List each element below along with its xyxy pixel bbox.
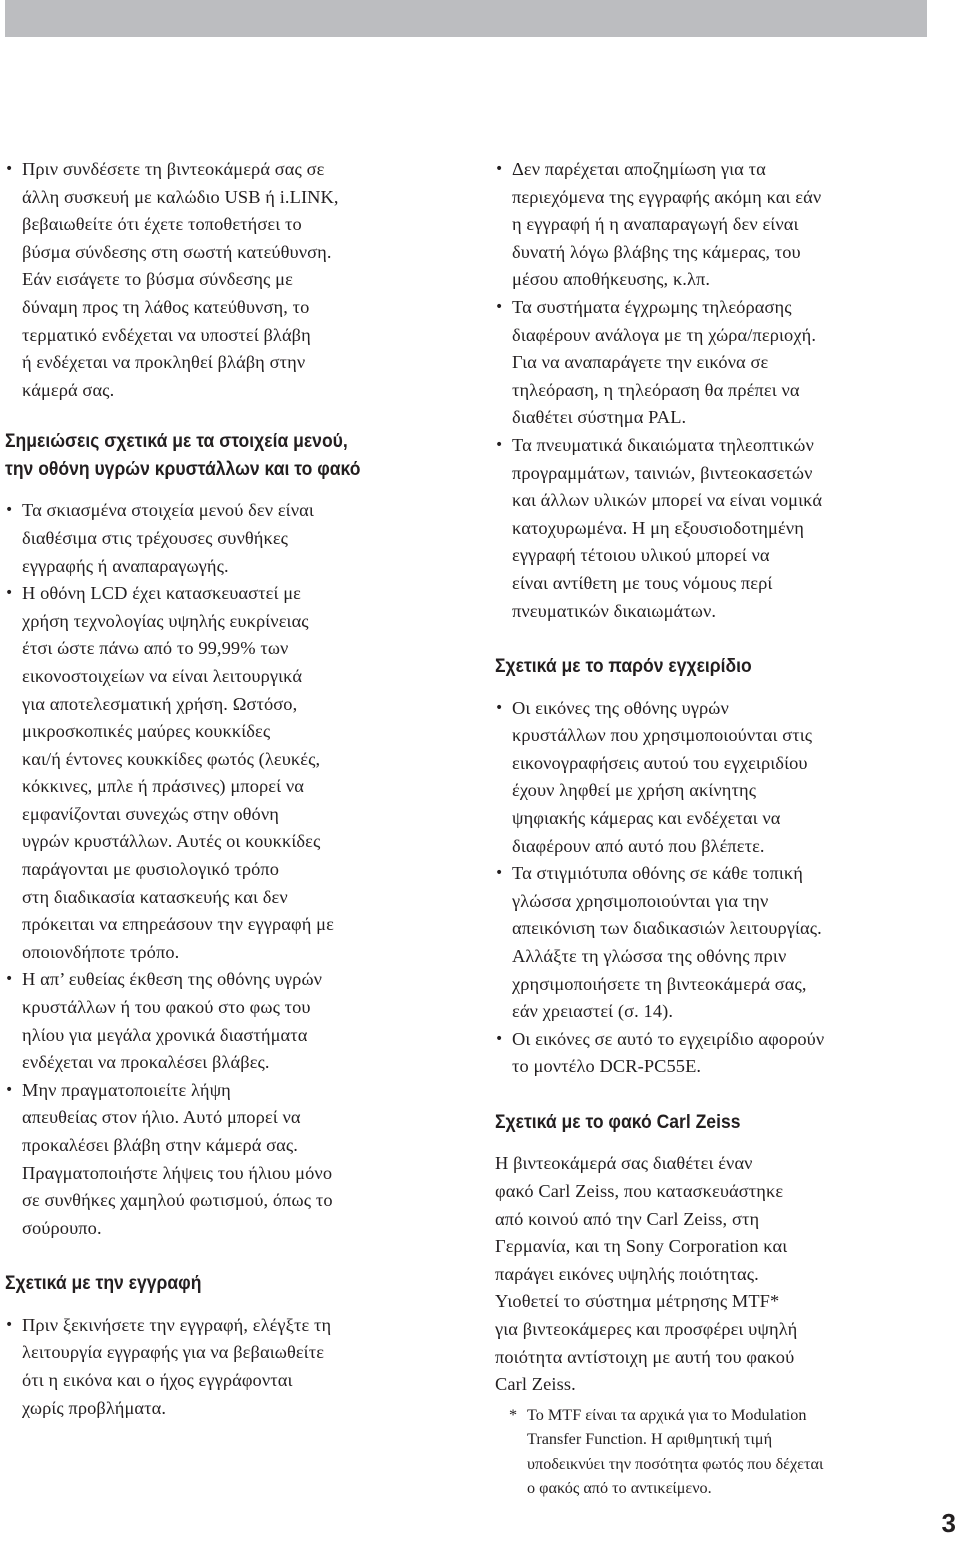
text-line: υποδεικνύει την ποσότητα φωτός που δέχεται	[527, 1454, 824, 1473]
mtf-footnote	[495, 1403, 935, 1501]
text-line: κρυστάλλων που χρησιμοποιούνται στις	[512, 725, 813, 746]
text-line: ψηφιακής κάμερας και ενδέχεται να	[512, 807, 781, 828]
text-line: προγραμμάτων, ταινιών, βιντεοκασετών	[512, 462, 813, 483]
text-line: μικροσκοπικές μαύρες κουκκίδες	[22, 721, 271, 742]
bullet-item	[5, 966, 440, 1076]
text-line: ποιότητα αντίστοιχη με αυτή του φακού	[495, 1346, 795, 1367]
menu-lcd-bullet-list	[5, 497, 440, 1242]
text-line: τηλεόραση, η τηλεόραση θα πρέπει να	[512, 379, 800, 400]
text-line: εικονογραφήσεις αυτού του εγχειριδίου	[512, 752, 808, 773]
text-line: Transfer Function. Η αριθμητική τιμή	[527, 1430, 773, 1449]
compensation-tv-copyright-list	[495, 156, 935, 625]
page-number: 3	[941, 1508, 956, 1538]
text-line: μέσου αποθήκευσης, κ.λπ.	[512, 269, 711, 290]
text-line: παράγονται με φυσιολογικό τρόπο	[22, 859, 280, 880]
text-line: απεικόνιση των διαδικασιών λειτουργίας.	[512, 918, 822, 939]
bullet-item	[495, 432, 935, 625]
text-line: εμφανίζονται συνεχώς στην οθόνη	[22, 803, 279, 824]
text-line: • Τα σκιασμένα στοιχεία μενού δεν είναι	[22, 500, 314, 521]
text-line: κρυστάλλων ή του φακού στο φως του	[22, 997, 311, 1018]
text-line: ότι η εικόνα και ο ήχος εγγράφονται	[22, 1370, 293, 1391]
text-line: διαφέρουν ανάλογα με τη χώρα/περιοχή.	[512, 324, 817, 345]
bullet-item	[495, 156, 935, 294]
text-line: • Οι εικόνες της οθόνης υγρών	[512, 697, 729, 718]
header-bar	[5, 0, 927, 37]
text-line: Carl Zeiss.	[495, 1374, 576, 1395]
recording-bullet-list	[5, 1312, 440, 1422]
text-line: Η βιντεοκάμερά σας διαθέτει έναν	[495, 1153, 753, 1174]
usb-ilink-connection-note	[5, 156, 440, 404]
bullet-item	[495, 1026, 935, 1081]
text-line: διαθέσιμα στις τρέχουσες συνθήκες	[22, 527, 289, 548]
text-line: περιεχόμενα της εγγραφής ακόμη και εάν	[512, 186, 822, 207]
text-line: φακό Carl Zeiss, που κατασκευάστηκε	[495, 1181, 784, 1201]
text-line: χρησιμοποιήσετε τη βιντεοκάμερά σας,	[512, 973, 807, 994]
text-line: • Πριν ξεκινήσετε την εγγραφή, ελέγξτε τη	[22, 1314, 332, 1335]
text-line: • Πριν συνδέσετε τη βιντεοκάμερά σας σε	[22, 159, 325, 179]
text-line: οποιονδήποτε τρόπο.	[22, 941, 180, 962]
footnote-asterisk: *	[509, 1405, 518, 1424]
text-line: Αλλάξτε τη γλώσσα της οθόνης πριν	[512, 945, 787, 966]
text-line: • Η απ’ ευθείας έκθεση της οθόνης υγρών	[22, 969, 323, 990]
left-column	[5, 156, 440, 1422]
recording-heading: Σχετικά με την εγγραφή	[5, 1272, 202, 1295]
bullet-item	[495, 294, 935, 432]
text-line: ηλίου για μεγάλα χρονικά διαστήματα	[22, 1024, 308, 1045]
text-line: λειτουργία εγγραφής για να βεβαιωθείτε	[22, 1342, 325, 1363]
text-line: ενδέχεται να προκαλέσει βλάβες.	[22, 1052, 270, 1073]
right-column	[495, 156, 935, 1501]
text-line: εγγραφή τέτοιου υλικού μπορεί να	[512, 545, 770, 566]
text-line: στη διαδικασία κατασκευής και δεν	[22, 886, 288, 907]
text-line: για βιντεοκάμερες και προσφέρει υψηλή	[495, 1318, 798, 1339]
bullet-item	[5, 580, 440, 966]
manual-bullet-list	[495, 695, 935, 1081]
manual-heading: Σχετικά με το παρόν εγχειρίδιο	[495, 655, 752, 678]
bullet-item	[5, 1077, 440, 1243]
text-line: • Τα πνευματικά δικαιώματα τηλεοπτικών	[512, 434, 814, 455]
text-line: βύσμα σύνδεσης στη σωστή κατεύθυνση.	[22, 241, 332, 262]
text-line: • Δεν παρέχεται αποζημίωση για τα	[512, 159, 766, 179]
text-line: βεβαιωθείτε ότι έχετε τοποθετήσει το	[22, 214, 302, 235]
text-line: Για να αναπαράγετε την εικόνα σε	[512, 352, 769, 373]
text-line: απευθείας στον ήλιο. Αυτό μπορεί να	[22, 1107, 301, 1128]
text-line: έτσι ώστε πάνω από το 99,99% των	[22, 638, 289, 659]
text-line: Υιοθετεί το σύστημα μέτρησης MTF*	[495, 1291, 780, 1312]
text-line: δυνατή λόγω βλάβης της κάμερας, του	[512, 241, 801, 262]
text-line: πρόκειται να επηρεάσουν την εγγραφή με	[22, 914, 334, 935]
text-line: σε συνθήκες χαμηλού φωτισμού, όπως το	[22, 1190, 333, 1211]
text-line: τερματικό ενδέχεται να υποστεί βλάβη	[22, 324, 311, 345]
text-line: • Μην πραγματοποιείτε λήψη	[22, 1079, 231, 1100]
text-line: χρήση τεχνολογίας υψηλής ευκρίνειας	[22, 610, 309, 631]
text-line: Εάν εισάγετε το βύσμα σύνδεσης με	[22, 269, 293, 290]
text-line: εικονοστοιχείων να είναι λειτουργικά	[22, 665, 303, 686]
text-line: κατοχυρωμένα. Η μη εξουσιοδοτημένη	[512, 517, 804, 538]
text-line: κόκκινες, μπλε ή πράσινες) μπορεί να	[22, 776, 304, 797]
text-line: και άλλων υλικών μπορεί να είναι νομικά	[512, 490, 823, 511]
bullet-item	[5, 1312, 440, 1422]
text-line: και/ή έντονες κουκκίδες φωτός (λευκές,	[22, 748, 321, 769]
text-line: προκαλέσει βλάβη στην κάμερά σας.	[22, 1135, 298, 1155]
text-line: άλλη συσκευή με καλώδιο USB ή i.LINK,	[22, 186, 339, 207]
text-line: ή ενδέχεται να προκληθεί βλάβη στην	[22, 352, 306, 373]
text-line: από κοινού από την Carl Zeiss, στη	[495, 1208, 760, 1229]
menu-lcd-lens-heading	[5, 428, 397, 483]
text-line: Σημειώσεις σχετικά με τα στοιχεία μενού,	[5, 430, 348, 453]
footnote-text	[527, 1403, 935, 1501]
text-line: πνευματικών δικαιωμάτων.	[512, 600, 717, 621]
text-line: το μοντέλο DCR-PC55E.	[512, 1056, 702, 1077]
text-line: • Οι εικόνες σε αυτό το εγχειρίδιο αφορούν	[512, 1028, 825, 1049]
text-line: διαφέρουν από αυτό που βλέπετε.	[512, 835, 765, 856]
text-line: δύναμη προς τη λάθος κατεύθυνση, το	[22, 296, 310, 317]
text-line: έχουν ληφθεί με χρήση ακίνητης	[512, 780, 757, 801]
bullet-item	[495, 695, 935, 861]
text-line: την οθόνη υγρών κρυστάλλων και το φακό	[5, 457, 361, 480]
text-line: σούρουπο.	[22, 1217, 102, 1238]
text-line: παράγει εικόνες υψηλής ποιότητας.	[495, 1263, 759, 1284]
text-line: η εγγραφή ή η αναπαραγωγή δεν είναι	[512, 214, 799, 235]
text-line: • Η οθόνη LCD έχει κατασκευαστεί με	[22, 583, 302, 604]
carl-zeiss-heading: Σχετικά με το φακό Carl Zeiss	[495, 1110, 741, 1133]
text-line: είναι αντίθετη με τους νόμους περί	[512, 572, 773, 593]
text-line: Γερμανία, και τη Sony Corporation και	[495, 1236, 788, 1257]
bullet-item	[495, 860, 935, 1026]
text-line: για αποτελεσματική χρήση. Ωστόσο,	[22, 693, 298, 714]
text-line: εάν χρειαστεί (σ. 14).	[512, 1001, 674, 1022]
text-line: Το MTF είναι τα αρχικά για το Modulation	[527, 1405, 807, 1424]
carl-zeiss-paragraph	[495, 1150, 935, 1398]
text-line: γλώσσα χρησιμοποιούνται για την	[512, 890, 769, 911]
text-line: κάμερά σας.	[22, 379, 115, 400]
text-line: εγγραφής ή αναπαραγωγής.	[22, 555, 229, 576]
text-line: Πραγματοποιήστε λήψεις του ήλιου μόνο	[22, 1162, 333, 1183]
text-line: διαθέτει σύστημα PAL.	[512, 407, 687, 428]
text-line: • Τα στιγμιότυπα οθόνης σε κάθε τοπική	[512, 863, 804, 884]
text-line: υγρών κρυστάλλων. Αυτές οι κουκκίδες	[22, 831, 321, 852]
bullet-item	[5, 497, 440, 580]
text-line: χωρίς προβλήματα.	[22, 1397, 167, 1418]
text-line: ο φακός από το αντικείμενο.	[527, 1479, 712, 1498]
text-line: • Τα συστήματα έγχρωμης τηλεόρασης	[512, 296, 792, 317]
